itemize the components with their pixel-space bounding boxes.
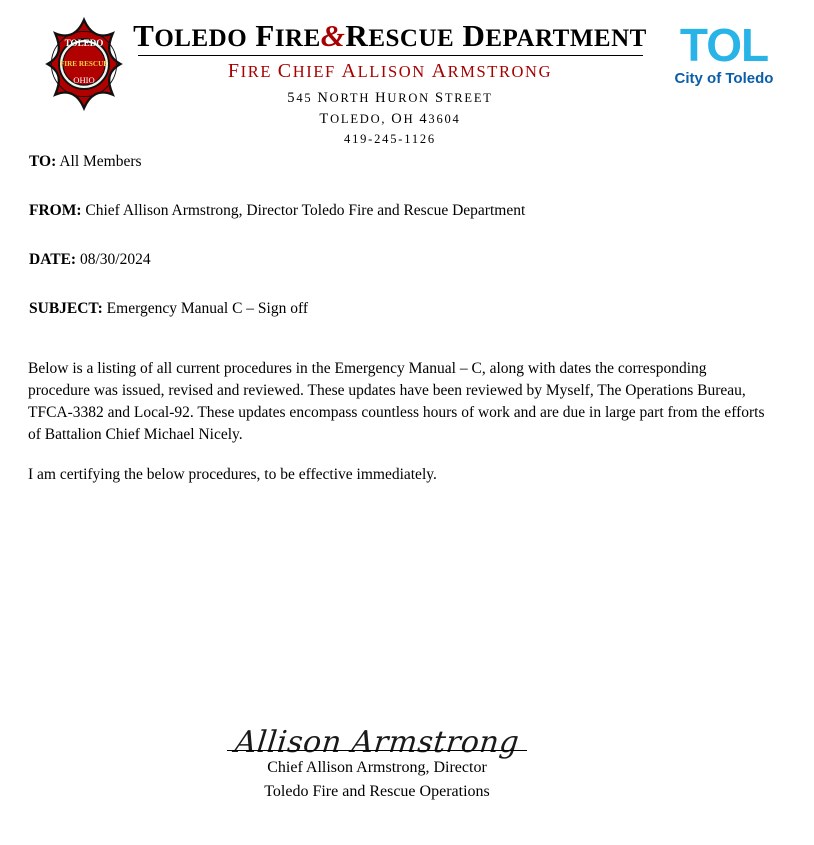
ampersand: & [320, 18, 346, 53]
signature-name-line-2: Toledo Fire and Rescue Operations [264, 783, 490, 801]
city-of-toledo-label: City of Toledo [674, 70, 774, 87]
memo-subject-line [28, 299, 768, 320]
body-paragraph-2: I am certifying the below procedures, to be effective immediately. [28, 465, 437, 483]
svg-text:TOLEDO: TOLEDO [64, 37, 104, 48]
memo-from-line [28, 201, 768, 222]
signature-line [227, 750, 527, 751]
handwritten-signature: Allison Armstrong [233, 725, 521, 761]
address-line-1: 545 NORTH HURON STREET [287, 89, 493, 106]
memo-from-label: FROM: [29, 201, 82, 219]
department-title [130, 18, 650, 54]
memo-date-label: DATE: [29, 250, 77, 268]
address-line-2: TOLEDO, OH 43604 [319, 110, 461, 127]
fire-chief-line: FIRE CHIEF ALLISON ARMSTRONG [227, 59, 553, 82]
memo-to-label: TO: [29, 153, 57, 170]
address-block [130, 88, 650, 148]
memo-to-value: All Members [59, 153, 142, 170]
phone-number: 419-245-1126 [344, 131, 436, 146]
memo-content [0, 152, 814, 486]
memo-date-line [28, 250, 768, 271]
tol-wordmark: TOL [679, 19, 769, 71]
letterhead-titles [130, 18, 650, 148]
memo-subject-label: SUBJECT: [29, 299, 103, 317]
signature-block [0, 719, 814, 803]
header-divider [138, 55, 643, 56]
memo-to-line [28, 152, 768, 173]
city-of-toledo-logo [664, 19, 784, 87]
svg-text:OHIO: OHIO [73, 75, 95, 86]
svg-text:FIRE RESCUE: FIRE RESCUE [59, 59, 109, 68]
memo-from-value: Chief Allison Armstrong, Director Toledo Fire and Rescue Department [85, 201, 526, 219]
department-title-part1: TOLEDO FIRE [133, 18, 321, 53]
toledo-fire-rescue-crest-icon [36, 16, 132, 112]
body-paragraph-1: Below is a listing of all current procedures in the Emergency Manual – C, along with dates the corresponding procedure was issued, revised and reviewed. These updates have been reviewed by Myself, The Operations Bureau, TFCA-3382 and Local-92. These updates encompass countless hours of work and are due in large part from the efforts of Battalion Chief Michael Nicely. [28, 359, 765, 443]
department-title-part2: RESCUE DEPARTMENT [345, 18, 647, 53]
memo-date-value: 08/30/2024 [79, 250, 151, 268]
memo-subject-value: Emergency Manual C – Sign off [106, 299, 308, 317]
signature-name-line-1: Chief Allison Armstrong, Director [267, 759, 487, 777]
letterhead-header [0, 0, 814, 152]
